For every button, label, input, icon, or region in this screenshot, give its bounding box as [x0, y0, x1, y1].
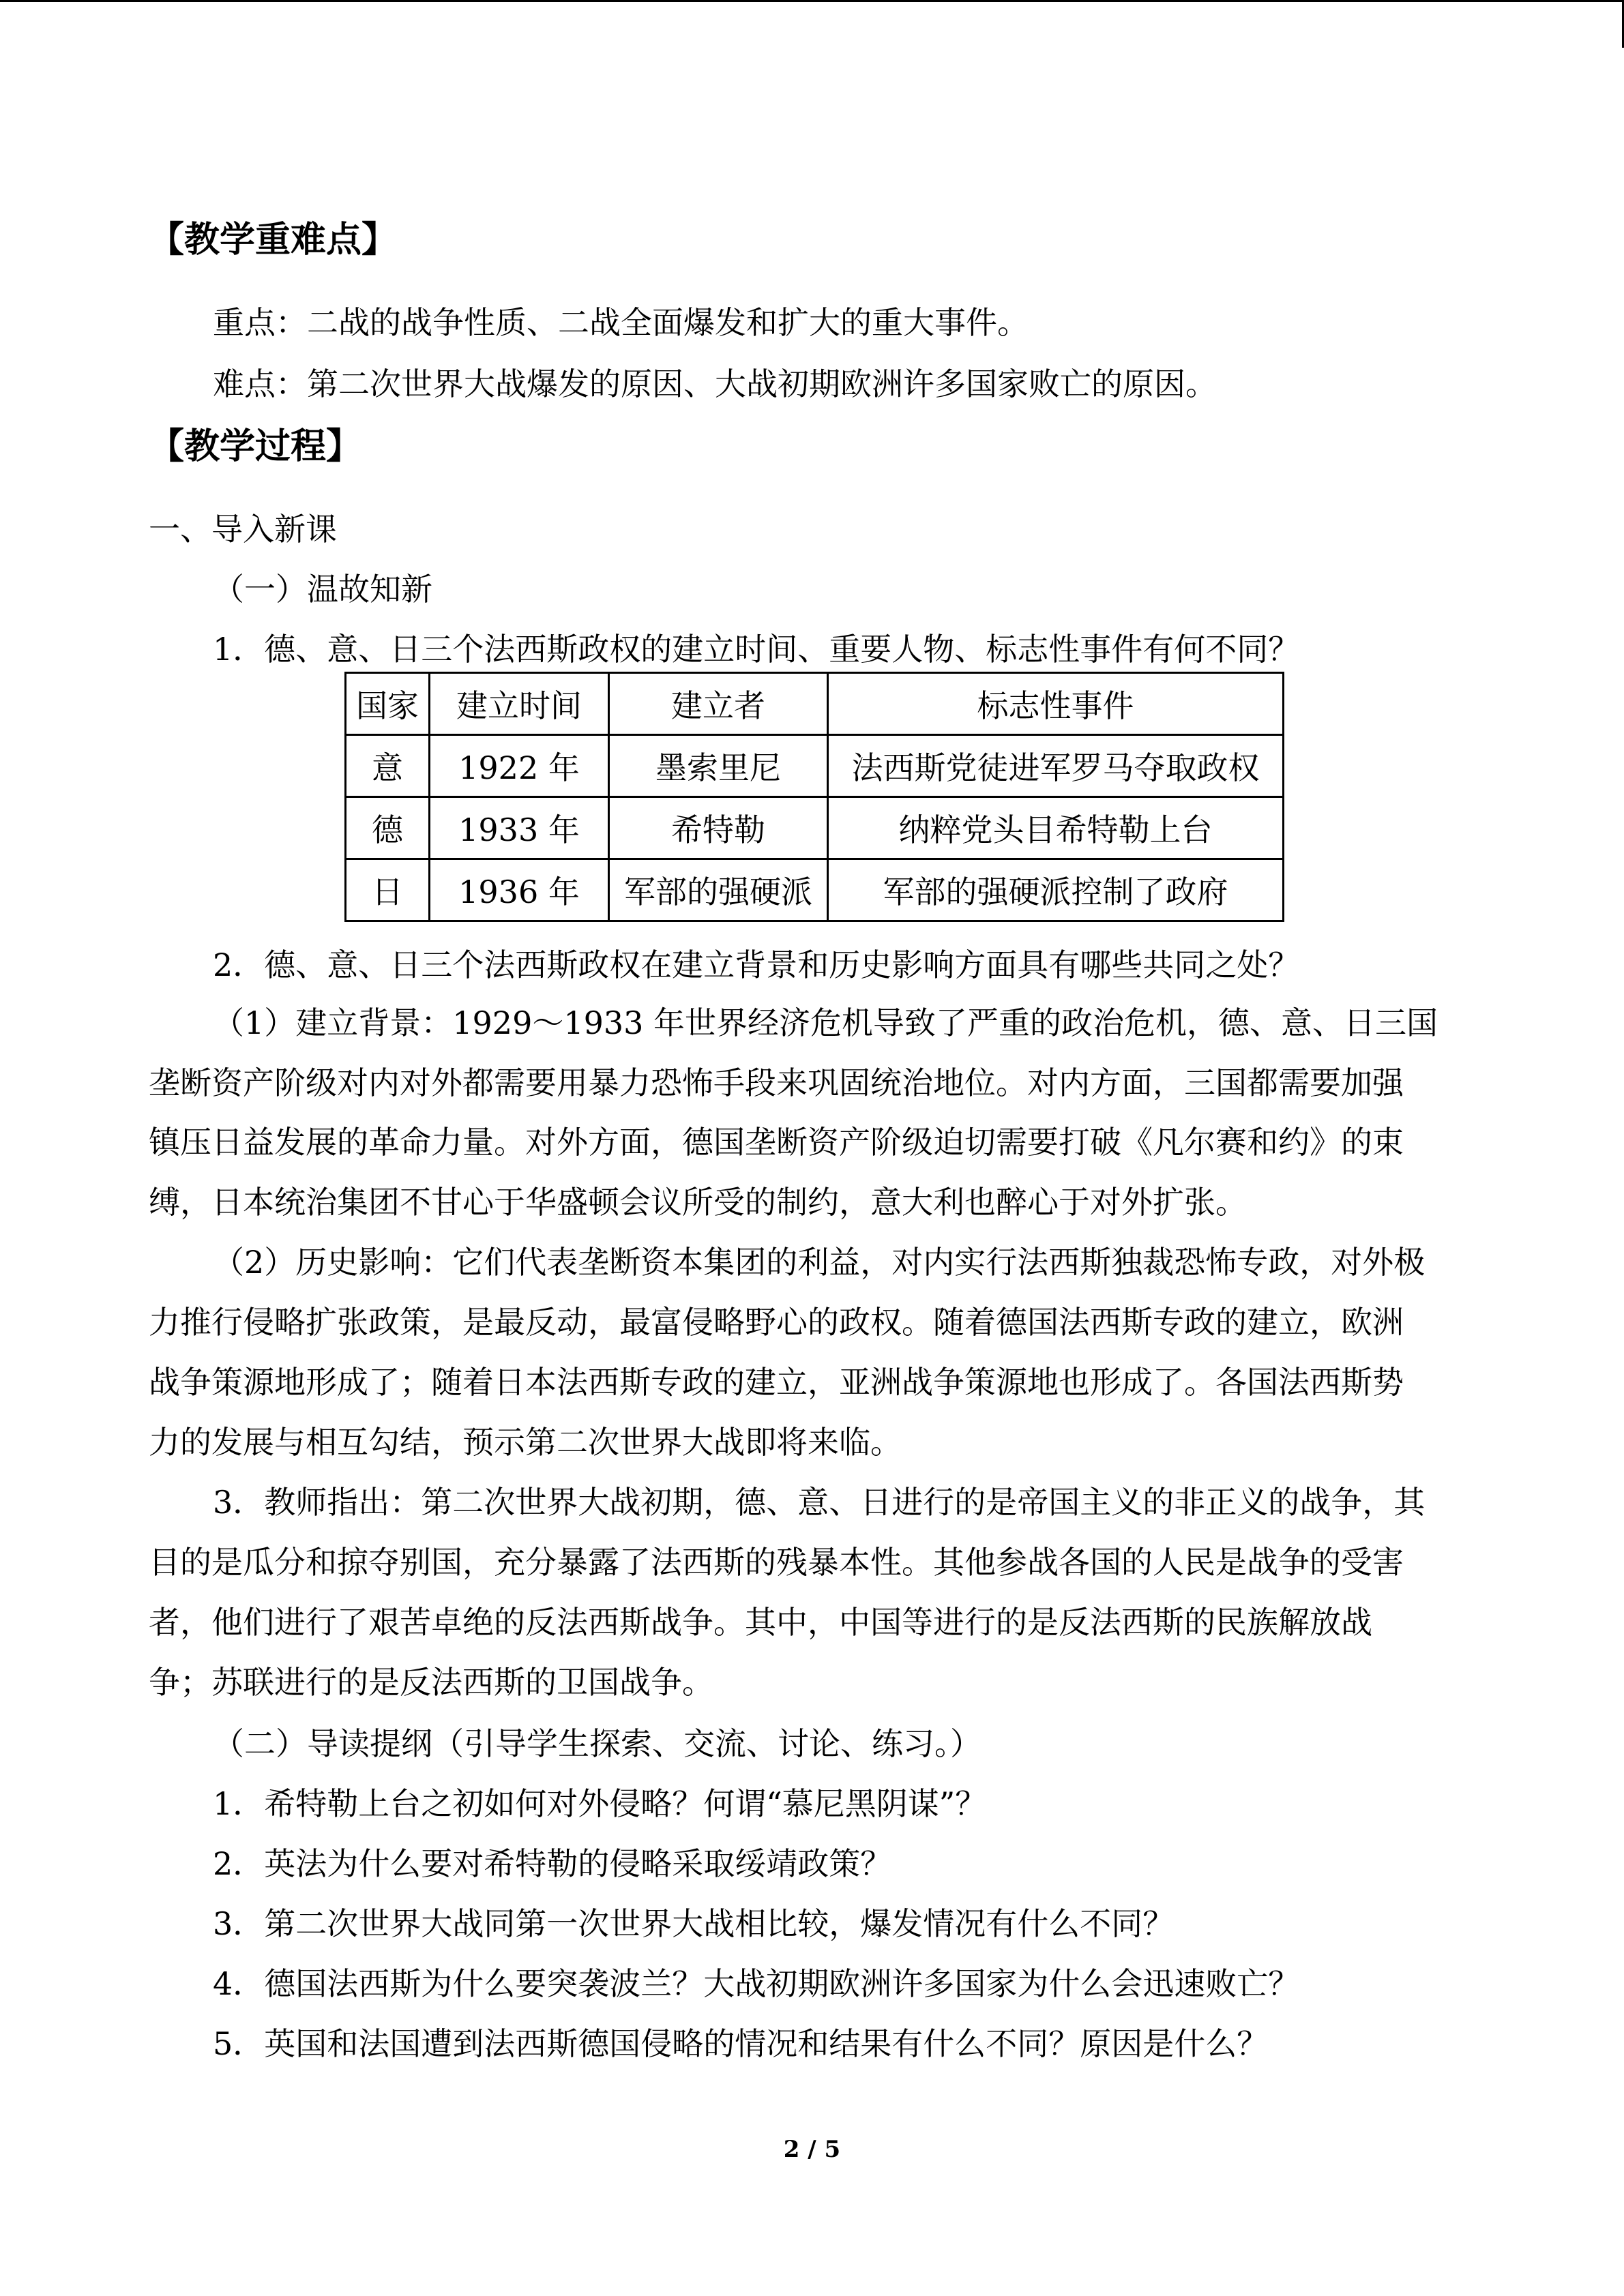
fascist-regimes-table [344, 672, 1284, 922]
table-cell: 军部的强硬派 [609, 859, 828, 921]
paragraph-line: 力推行侵略扩张政策，是最反动，最富侵略野心的政权。随着德国法西斯专政的建立，欧洲 [149, 1304, 1404, 1341]
paragraph-line: 力的发展与相互勾结，预示第二次世界大战即将来临。 [149, 1424, 902, 1461]
table-cell: 1936 年 [430, 859, 609, 921]
outline-question: 4．德国法西斯为什么要突袭波兰？大战初期欧洲许多国家为什么会迅速败亡？ [213, 1965, 1300, 2002]
sub-section-title: （二）导读提纲（引导学生探索、交流、讨论、练习。） [213, 1725, 981, 1762]
outline-question: 2．英法为什么要对希特勒的侵略采取绥靖政策？ [213, 1845, 892, 1882]
paragraph-line: 缚，日本统治集团不甘心于华盛顿会议所受的制约，意大利也醉心于对外扩张。 [149, 1184, 1247, 1221]
table-row [346, 735, 1284, 797]
table-cell: 德 [346, 797, 430, 859]
table-cell: 墨索里尼 [609, 735, 828, 797]
table-header-cell: 建立者 [609, 673, 828, 735]
table-cell: 纳粹党头目希特勒上台 [828, 797, 1284, 859]
difficult-point-text: 难点：第二次世界大战爆发的原因、大战初期欧洲许多国家败亡的原因。 [213, 366, 1217, 402]
process-heading: 【教学过程】 [149, 426, 362, 467]
table-cell: 希特勒 [609, 797, 828, 859]
paragraph-line: 争；苏联进行的是反法西斯的卫国战争。 [149, 1664, 713, 1701]
question-two: 2．德、意、日三个法西斯政权在建立背景和历史影响方面具有哪些共同之处？ [213, 946, 1300, 983]
sub-section-title: （一）温故知新 [213, 571, 432, 608]
table-header-row [346, 673, 1284, 735]
key-points-heading: 【教学重难点】 [149, 220, 398, 260]
part-one-title: 一、导入新课 [149, 511, 337, 548]
table-cell: 日 [346, 859, 430, 921]
paragraph-line: 镇压日益发展的革命力量。对外方面，德国垄断资产阶级迫切需要打破《凡尔赛和约》的束 [149, 1124, 1404, 1161]
paragraph-line: 3．教师指出：第二次世界大战初期，德、意、日进行的是帝国主义的非正义的战争，其 [213, 1484, 1426, 1521]
table-cell: 军部的强硬派控制了政府 [828, 859, 1284, 921]
table-header-cell: 标志性事件 [828, 673, 1284, 735]
paragraph-line: （2）历史影响：它们代表垄断资本集团的利益，对内实行法西斯独裁恐怖专政，对外极 [213, 1244, 1426, 1281]
table-cell: 法西斯党徒进军罗马夺取政权 [828, 735, 1284, 797]
table-row [346, 859, 1284, 921]
table-header-cell: 国家 [346, 673, 430, 735]
paragraph-line: 垄断资产阶级对内对外都需要用暴力恐怖手段来巩固统治地位。对内方面，三国都需要加强 [149, 1064, 1404, 1101]
table-cell: 意 [346, 735, 430, 797]
question-one: 1．德、意、日三个法西斯政权的建立时间、重要人物、标志性事件有何不同？ [213, 631, 1300, 668]
table-row [346, 797, 1284, 859]
paragraph-line: 战争策源地形成了；随着日本法西斯专政的建立，亚洲战争策源地也形成了。各国法西斯势 [149, 1364, 1404, 1401]
outline-question: 1．希特勒上台之初如何对外侵略？何谓“慕尼黑阴谋”？ [213, 1785, 987, 1822]
paragraph-line: 目的是瓜分和掠夺别国，充分暴露了法西斯的残暴本性。其他参战各国的人民是战争的受害 [149, 1544, 1404, 1581]
paragraph-line: 者，他们进行了艰苦卓绝的反法西斯战争。其中，中国等进行的是反法西斯的民族解放战 [149, 1604, 1372, 1641]
page-number: 2 / 5 [783, 2136, 841, 2163]
outline-question: 5．英国和法国遭到法西斯德国侵略的情况和结果有什么不同？原因是什么？ [213, 2025, 1269, 2062]
top-border-line [0, 0, 1624, 2]
table-header-cell: 建立时间 [430, 673, 609, 735]
table-cell: 1933 年 [430, 797, 609, 859]
table-cell: 1922 年 [430, 735, 609, 797]
outline-question: 3．第二次世界大战同第一次世界大战相比较，爆发情况有什么不同？ [213, 1905, 1175, 1942]
paragraph-line: （1）建立背景：1929～1933 年世界经济危机导致了严重的政治危机，德、意、日三国 [213, 1004, 1438, 1041]
key-point-text: 重点：二战的战争性质、二战全面爆发和扩大的重大事件。 [213, 304, 1029, 341]
